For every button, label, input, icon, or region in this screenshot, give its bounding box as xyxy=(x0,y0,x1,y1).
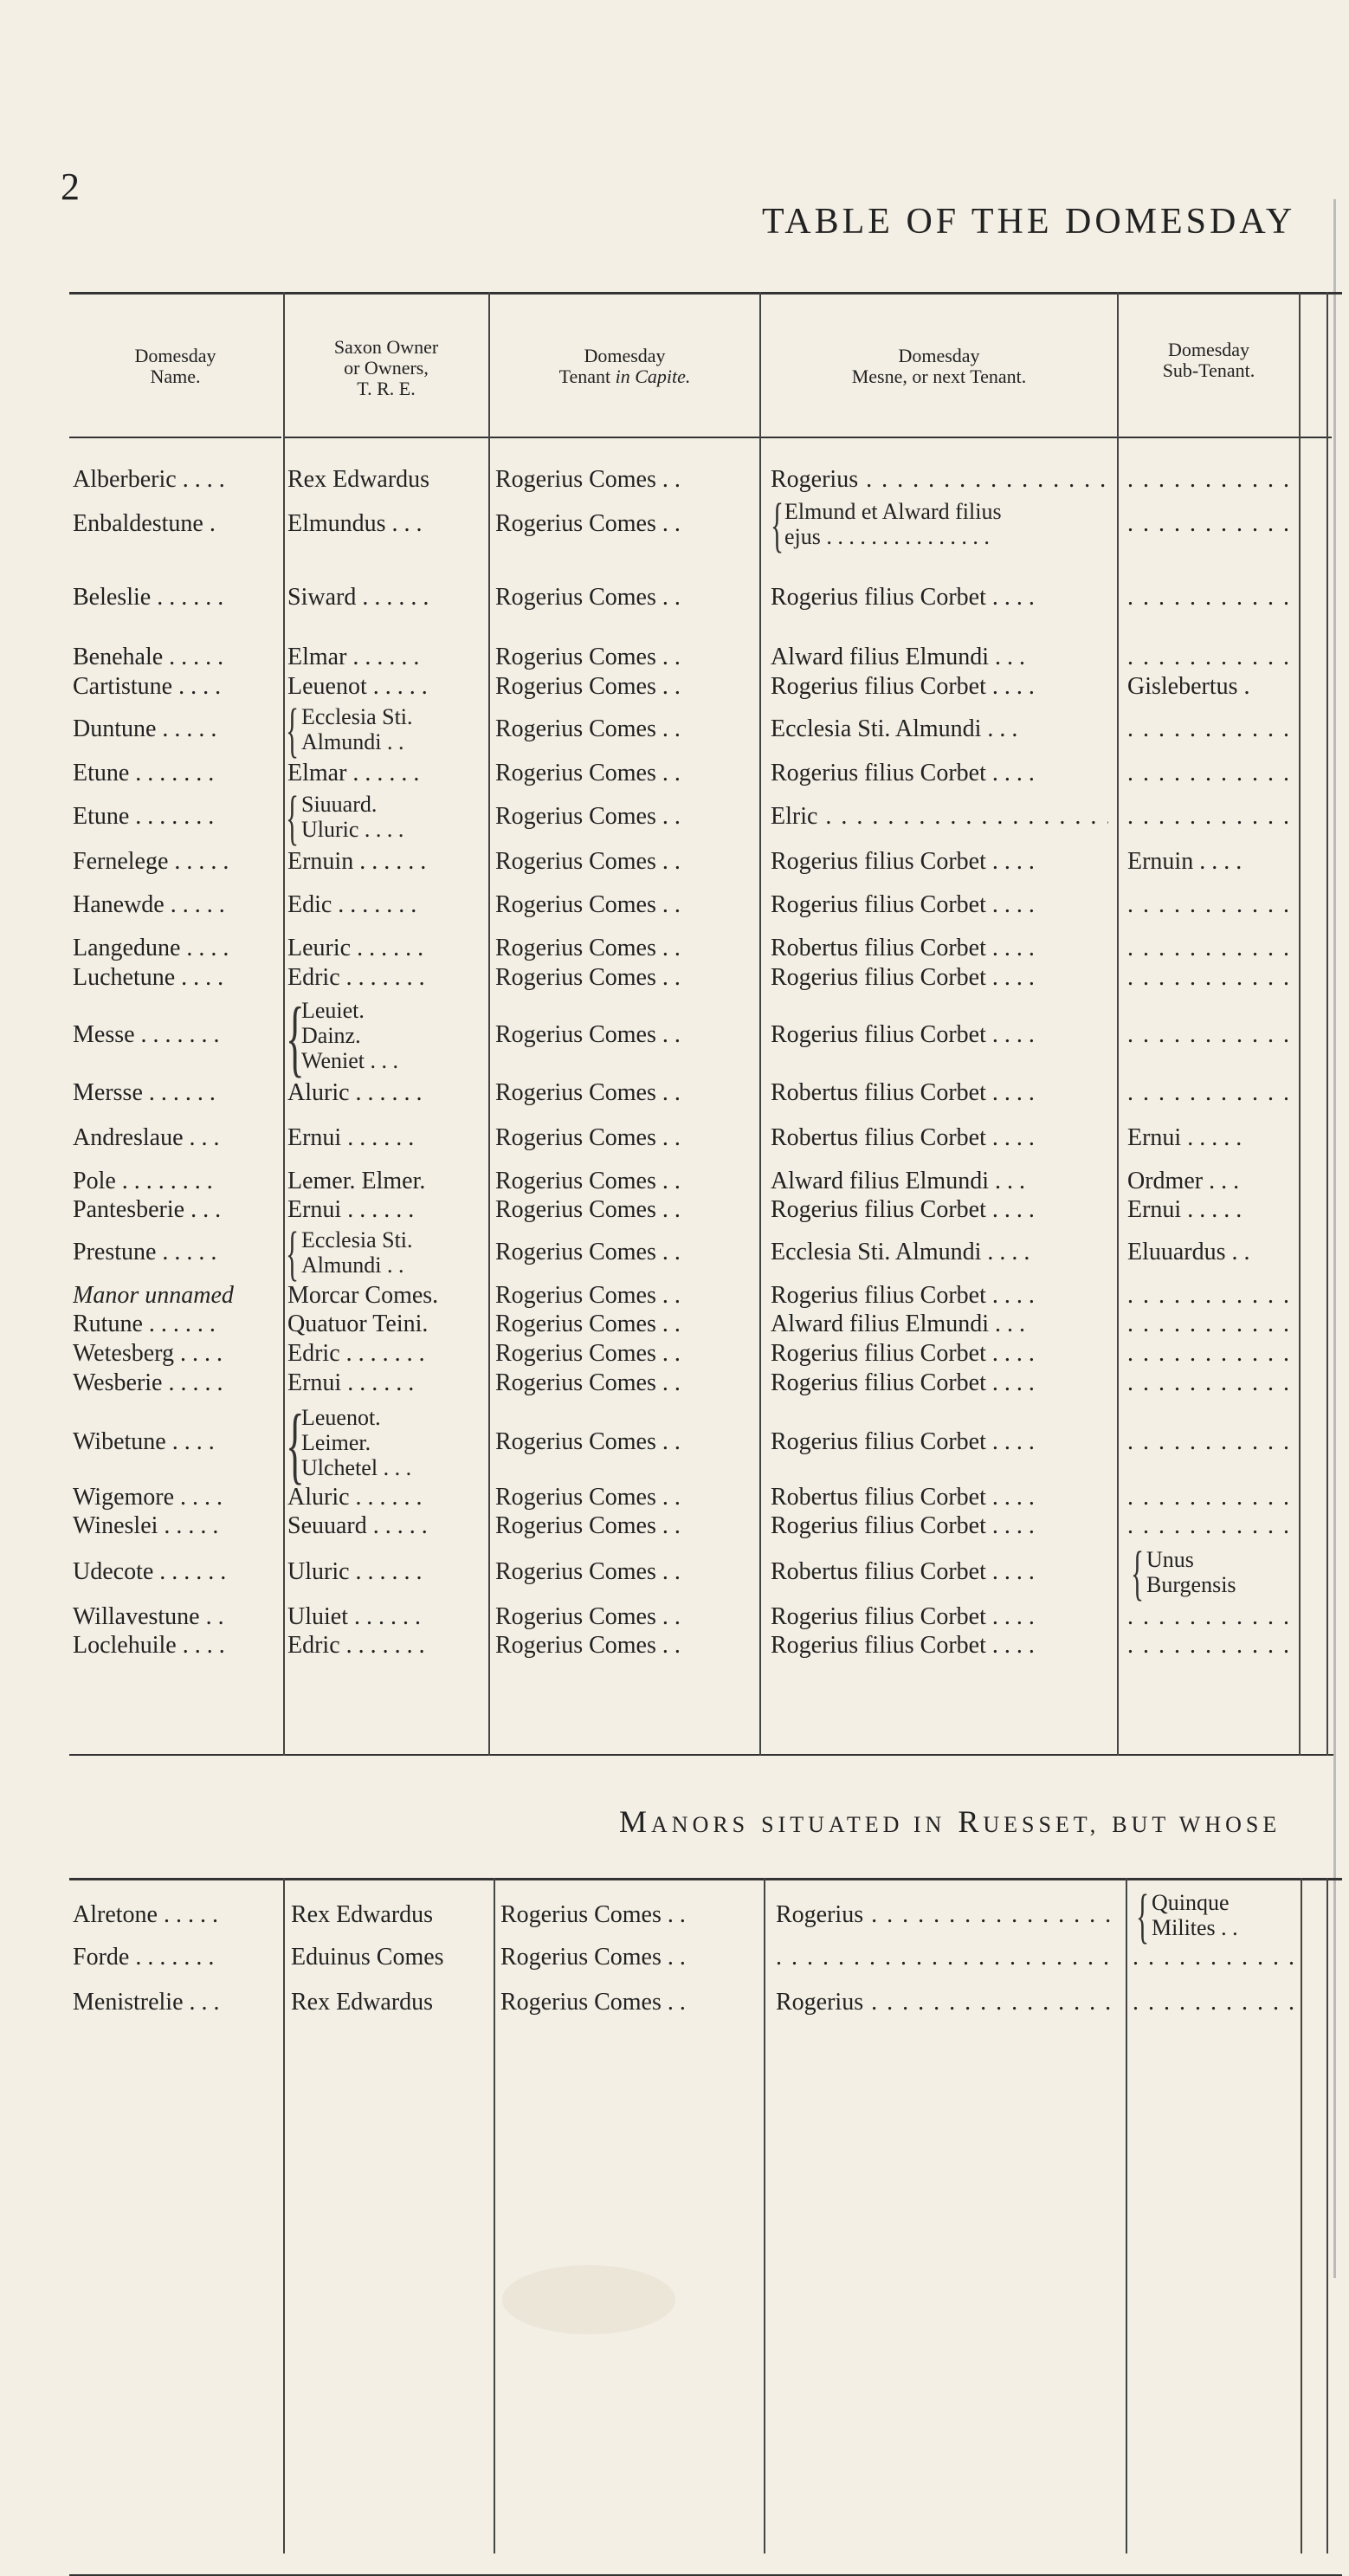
tenant-in-capite: Rogerius Comes . . xyxy=(495,1484,681,1511)
tenant-in-capite: Rogerius Comes . . xyxy=(495,1340,681,1367)
dot-leader xyxy=(1127,1369,1297,1398)
brace-icon: { xyxy=(286,1220,300,1287)
header-text-italic: in Capite. xyxy=(615,366,691,387)
brace-icon: { xyxy=(1136,1883,1150,1950)
mesne-tenant: Rogerius filius Corbet . . . . xyxy=(771,1340,1035,1367)
saxon-owner: Ulchetel . . . xyxy=(301,1454,412,1480)
entry-name: Luchetune . . . . xyxy=(73,964,224,991)
entry-name: Wibetune . . . . xyxy=(73,1428,215,1455)
tenant-in-capite: Rogerius Comes . . xyxy=(495,1282,681,1309)
dot-leader xyxy=(776,1943,1117,1972)
dot-leader xyxy=(1127,1078,1297,1108)
entry-name: Wigemore . . . . xyxy=(73,1484,223,1511)
tenant-in-capite: Rogerius Comes . . xyxy=(500,1944,686,1971)
mesne-tenant: Robertus filius Corbet . . . . xyxy=(771,935,1035,961)
title-smallcaps: ANORS xyxy=(651,1812,750,1837)
dot-leader xyxy=(1127,963,1297,993)
tenant-in-capite: Rogerius Comes . . xyxy=(495,1428,681,1455)
saxon-owner: Leuiet. xyxy=(301,997,365,1023)
entry-name: Benehale . . . . . xyxy=(73,644,224,670)
table-top-rule xyxy=(69,292,1342,294)
header-sub-tenant xyxy=(1119,340,1299,381)
header-line: Domesday xyxy=(134,345,216,366)
saxon-owner: Quatuor Teini. xyxy=(287,1311,429,1337)
saxon-owner: Edric . . . . . . . xyxy=(287,1632,425,1659)
tenant-in-capite: Rogerius Comes . . xyxy=(495,803,681,830)
saxon-owner: Leuric . . . . . . xyxy=(287,935,424,961)
sub-tenant: Eluuardus . . xyxy=(1127,1239,1250,1265)
dot-leader xyxy=(1127,583,1297,612)
title-smallcaps: BUT WHOSE xyxy=(1112,1812,1281,1837)
dot-leader xyxy=(1127,934,1297,963)
saxon-owner: Elmundus . . . xyxy=(287,510,423,537)
dot-leader xyxy=(1127,643,1297,672)
saxon-owner: Edric . . . . . . . xyxy=(287,1340,425,1367)
mesne-tenant: Rogerius filius Corbet . . . . xyxy=(771,1603,1035,1630)
dot-leader xyxy=(1127,1602,1297,1632)
header-tenant-in-capite xyxy=(490,346,759,387)
sub-tenant: Quinque xyxy=(1152,1890,1230,1915)
column-rule xyxy=(1326,1878,1328,2553)
tenant-in-capite: Rogerius Comes . . xyxy=(495,510,681,537)
sub-tenant: Ernuin . . . . xyxy=(1127,848,1242,875)
mesne-tenant: Rogerius filius Corbet . . . . xyxy=(771,848,1035,875)
entry-name: Manor unnamed xyxy=(73,1282,234,1309)
saxon-owner: Rex Edwardus xyxy=(287,466,430,493)
header-line: Domesday xyxy=(1167,339,1250,360)
saxon-owner: Elmar . . . . . . xyxy=(287,644,420,670)
entry-name: Alretone . . . . . xyxy=(73,1901,218,1928)
mesne-tenant: Rogerius filius Corbet . . . . xyxy=(771,1196,1035,1223)
dot-leader xyxy=(1127,715,1297,744)
saxon-owner: Ernui . . . . . . xyxy=(287,1124,415,1151)
sub-tenant: Ernui . . . . . xyxy=(1127,1196,1242,1223)
column-rule xyxy=(764,1878,765,2553)
saxon-owner: Leimer. xyxy=(301,1429,371,1455)
dot-leader xyxy=(1127,1631,1297,1660)
header-line: Mesne, or next Tenant. xyxy=(851,366,1027,387)
mesne-tenant: Elric . . . xyxy=(771,802,1108,832)
tenant-in-capite: Rogerius Comes . . xyxy=(500,1989,686,2016)
ruesset-table xyxy=(69,1878,1342,2555)
saxon-owner: Ecclesia Sti. xyxy=(301,1227,413,1252)
header-line: or Owners, xyxy=(344,357,429,379)
mesne-tenant: Rogerius . . . xyxy=(776,1900,1117,1930)
tenant-in-capite: Rogerius Comes . . xyxy=(495,760,681,786)
header-line: Domesday xyxy=(584,345,666,366)
tenant-in-capite: Rogerius Comes . . xyxy=(495,1079,681,1106)
entry-name: Prestune . . . . . xyxy=(73,1239,217,1265)
entry-name: Etune . . . . . . . xyxy=(73,760,215,786)
tenant-in-capite: Rogerius Comes . . xyxy=(495,715,681,742)
column-rule xyxy=(1126,1878,1127,2553)
sub-tenant: Ernui . . . . . xyxy=(1127,1124,1242,1151)
mesne-tenant: Ecclesia Sti. Almundi . . . . xyxy=(771,1239,1030,1265)
column-rule xyxy=(759,292,761,1756)
saxon-owner: Aluric . . . . . . xyxy=(287,1484,423,1511)
header-rule xyxy=(69,437,281,438)
mesne-tenant: Rogerius filius Corbet . . . . xyxy=(771,1512,1035,1539)
saxon-owner: Siward . . . . . . xyxy=(287,584,429,611)
mesne-tenant: Alward filius Elmundi . . . xyxy=(771,1168,1025,1194)
entry-name: Forde . . . . . . . xyxy=(73,1944,215,1971)
header-mesne-tenant xyxy=(761,346,1117,387)
mesne-tenant: Rogerius filius Corbet . . . . xyxy=(771,673,1035,700)
brace-icon: { xyxy=(286,697,300,764)
saxon-owner: Almundi . . xyxy=(301,729,404,754)
brace-icon: { xyxy=(1131,1540,1145,1607)
saxon-owner: Uluiet . . . . . . xyxy=(287,1603,421,1630)
mesne-tenant: Rogerius filius Corbet . . . . xyxy=(771,964,1035,991)
header-line: Sub-Tenant. xyxy=(1162,359,1255,381)
saxon-owner: Leuenot. xyxy=(301,1404,381,1430)
saxon-owner: Rex Edwardus xyxy=(291,1989,434,2016)
mesne-tenant: Robertus filius Corbet . . . . xyxy=(771,1079,1035,1106)
saxon-owner: Leuenot . . . . . xyxy=(287,673,428,700)
sub-tenant: Unus xyxy=(1146,1547,1194,1572)
sub-tenant: Ordmer . . . xyxy=(1127,1168,1240,1194)
saxon-owner: Weniet . . . xyxy=(301,1047,398,1073)
entry-name: Pantesberie . . . xyxy=(73,1196,222,1223)
tenant-in-capite: Rogerius Comes . . xyxy=(495,935,681,961)
section-title xyxy=(619,1803,1281,1840)
dot-leader xyxy=(1127,759,1297,788)
mesne-tenant: Robertus filius Corbet . . . . xyxy=(771,1124,1035,1151)
column-rule xyxy=(1301,1878,1302,2553)
header-saxon-owner xyxy=(284,337,488,399)
saxon-owner: Ecclesia Sti. xyxy=(301,704,413,729)
entry-name: Willavestune . . xyxy=(73,1603,224,1630)
dot-leader xyxy=(1133,1943,1299,1972)
entry-name: Hanewde . . . . . xyxy=(73,891,225,918)
dot-leader xyxy=(1127,890,1297,920)
saxon-owner: Eduinus Comes xyxy=(291,1944,444,1971)
tenant-in-capite: Rogerius Comes . . xyxy=(495,466,681,493)
saxon-owner: Ernui . . . . . . xyxy=(287,1196,415,1223)
tenant-in-capite: Rogerius Comes . . xyxy=(495,1168,681,1194)
header-line xyxy=(490,366,759,387)
mesne-tenant: Rogerius filius Corbet . . . . xyxy=(771,891,1035,918)
title-cap: R xyxy=(958,1804,984,1839)
mesne-tenant: Rogerius filius Corbet . . . . xyxy=(771,584,1035,611)
entry-name: Mersse . . . . . . xyxy=(73,1079,216,1106)
column-rule xyxy=(1299,292,1301,1756)
running-head: TABLE OF THE DOMESDAY xyxy=(762,202,1296,242)
saxon-owner: Siuuard. xyxy=(301,792,378,817)
tenant-in-capite: Rogerius Comes . . xyxy=(500,1901,686,1928)
sub-tenant: Gislebertus . xyxy=(1127,673,1250,700)
column-rule xyxy=(488,292,490,1756)
header-domesday-name xyxy=(69,346,281,387)
entry-name: Loclehuile . . . . xyxy=(73,1632,225,1659)
tenant-in-capite: Rogerius Comes . . xyxy=(495,1558,681,1585)
mesne-tenant: Rogerius filius Corbet . . . . xyxy=(771,760,1035,786)
mesne-tenant: Ecclesia Sti. Almundi . . . xyxy=(771,715,1018,742)
entry-name: Menistrelie . . . xyxy=(73,1989,220,2016)
table-bottom-rule xyxy=(69,1754,1333,1756)
title-smallcaps: SITUATED IN xyxy=(761,1812,946,1837)
tenant-in-capite: Rogerius Comes . . xyxy=(495,964,681,991)
dot-leader xyxy=(1127,509,1297,539)
main-table xyxy=(69,292,1342,1756)
brace-icon: { xyxy=(771,492,784,559)
entry-name: Enbaldestune . xyxy=(73,510,216,537)
tenant-in-capite: Rogerius Comes . . xyxy=(495,673,681,700)
tenant-in-capite: Rogerius Comes . . xyxy=(495,1512,681,1539)
mesne-tenant: Rogerius . . . xyxy=(776,1988,1117,2017)
saxon-owner: Edic . . . . . . . xyxy=(287,891,417,918)
entry-name: Etune . . . . . . . xyxy=(73,803,215,830)
entry-name: Wetesberg . . . . xyxy=(73,1340,223,1367)
mesne-tenant: Robertus filius Corbet . . . . xyxy=(771,1558,1035,1585)
tenant-in-capite: Rogerius Comes . . xyxy=(495,848,681,875)
tenant-in-capite: Rogerius Comes . . xyxy=(495,1311,681,1337)
tenant-in-capite: Rogerius Comes . . xyxy=(495,644,681,670)
tenant-in-capite: Rogerius Comes . . xyxy=(495,1196,681,1223)
mesne-tenant: Alward filius Elmundi . . . xyxy=(771,644,1025,670)
dot-leader xyxy=(1127,1339,1297,1369)
tenant-in-capite: Rogerius Comes . . xyxy=(495,584,681,611)
dot-leader xyxy=(1127,465,1297,495)
mesne-tenant: Rogerius filius Corbet . . . . xyxy=(771,1369,1035,1396)
dot-leader xyxy=(1127,1427,1297,1457)
entry-name: Messe . . . . . . . xyxy=(73,1021,220,1048)
dot-leader xyxy=(1127,1483,1297,1512)
saxon-owner: Ernui . . . . . . xyxy=(287,1369,415,1396)
mesne-tenant: Rogerius . . . xyxy=(771,465,1108,495)
title-smallcaps: UESSET, xyxy=(983,1812,1100,1837)
column-rule xyxy=(283,1878,285,2553)
mesne-tenant: Rogerius filius Corbet . . . . xyxy=(771,1428,1035,1455)
tenant-in-capite: Rogerius Comes . . xyxy=(495,1239,681,1265)
dot-leader xyxy=(1127,1020,1297,1050)
header-rule xyxy=(284,437,1332,438)
saxon-owner: Morcar Comes. xyxy=(287,1282,439,1309)
entry-name: Andreslaue . . . xyxy=(73,1124,220,1151)
tenant-in-capite: Rogerius Comes . . xyxy=(495,891,681,918)
saxon-owner: Almundi . . xyxy=(301,1252,404,1278)
entry-name: Udecote . . . . . . xyxy=(73,1558,227,1585)
sub-tenant: Milites . . xyxy=(1152,1915,1238,1940)
tenant-in-capite: Rogerius Comes . . xyxy=(495,1603,681,1630)
page-number: 2 xyxy=(61,165,80,208)
mesne-tenant: Rogerius filius Corbet . . . . xyxy=(771,1021,1035,1048)
saxon-owner: Uluric . . . . . . xyxy=(287,1558,423,1585)
entry-name: Alberberic . . . . xyxy=(73,466,225,493)
tenant-in-capite: Rogerius Comes . . xyxy=(495,1124,681,1151)
entry-name: Cartistune . . . . xyxy=(73,673,222,700)
entry-name: Beleslie . . . . . . xyxy=(73,584,224,611)
mesne-tenant: Alward filius Elmundi . . . xyxy=(771,1311,1025,1337)
saxon-owner: Edric . . . . . . . xyxy=(287,964,425,991)
tenant-in-capite: Rogerius Comes . . xyxy=(495,1632,681,1659)
dot-leader xyxy=(1127,1511,1297,1541)
mesne-tenant: Rogerius filius Corbet . . . . xyxy=(771,1282,1035,1309)
brace-icon: { xyxy=(286,988,305,1085)
header-line: Domesday xyxy=(898,345,980,366)
mesne-tenant: Elmund et Alward filius xyxy=(784,499,1002,524)
tenant-in-capite: Rogerius Comes . . xyxy=(495,1021,681,1048)
saxon-owner: Lemer. Elmer. xyxy=(287,1168,426,1194)
header-text: Tenant xyxy=(558,366,616,387)
dot-leader xyxy=(1127,1310,1297,1339)
column-rule xyxy=(1117,292,1119,1756)
column-rule xyxy=(494,1878,495,2553)
column-rule xyxy=(1326,292,1328,1756)
saxon-owner: Aluric . . . . . . xyxy=(287,1079,423,1106)
entry-name: Fernelege . . . . . xyxy=(73,848,229,875)
dot-leader xyxy=(1127,1281,1297,1311)
title-cap: M xyxy=(619,1804,652,1839)
saxon-owner: Ernuin . . . . . . xyxy=(287,848,427,875)
library-stamp xyxy=(502,2265,675,2334)
saxon-owner: Rex Edwardus xyxy=(291,1901,434,1928)
entry-name: Wesberie . . . . . xyxy=(73,1369,223,1396)
mesne-tenant: Rogerius filius Corbet . . . . xyxy=(771,1632,1035,1659)
brace-icon: { xyxy=(286,1395,305,1492)
brace-icon: { xyxy=(286,785,300,851)
entry-name: Pole . . . . . . . . xyxy=(73,1168,213,1194)
entry-name: Wineslei . . . . . xyxy=(73,1512,219,1539)
header-line: Name. xyxy=(150,366,201,387)
saxon-owner: Seuuard . . . . . xyxy=(287,1512,428,1539)
saxon-owner: Uluric . . . . xyxy=(301,817,404,842)
saxon-owner: Dainz. xyxy=(301,1022,361,1048)
header-line: T. R. E. xyxy=(357,378,416,399)
table-top-rule xyxy=(69,1878,1342,1880)
entry-name: Langedune . . . . xyxy=(73,935,229,961)
dot-leader xyxy=(1133,1988,1299,2017)
mesne-tenant: Robertus filius Corbet . . . . xyxy=(771,1484,1035,1511)
tenant-in-capite: Rogerius Comes . . xyxy=(495,1369,681,1396)
entry-name: Duntune . . . . . xyxy=(73,715,217,742)
saxon-owner: Elmar . . . . . . xyxy=(287,760,420,786)
mesne-tenant: ejus . . . . . . . . . . . . . . . xyxy=(784,524,990,549)
header-line: Saxon Owner xyxy=(333,336,439,358)
dot-leader xyxy=(1127,802,1297,832)
sub-tenant: Burgensis xyxy=(1146,1572,1236,1597)
entry-name: Rutune . . . . . . xyxy=(73,1311,216,1337)
